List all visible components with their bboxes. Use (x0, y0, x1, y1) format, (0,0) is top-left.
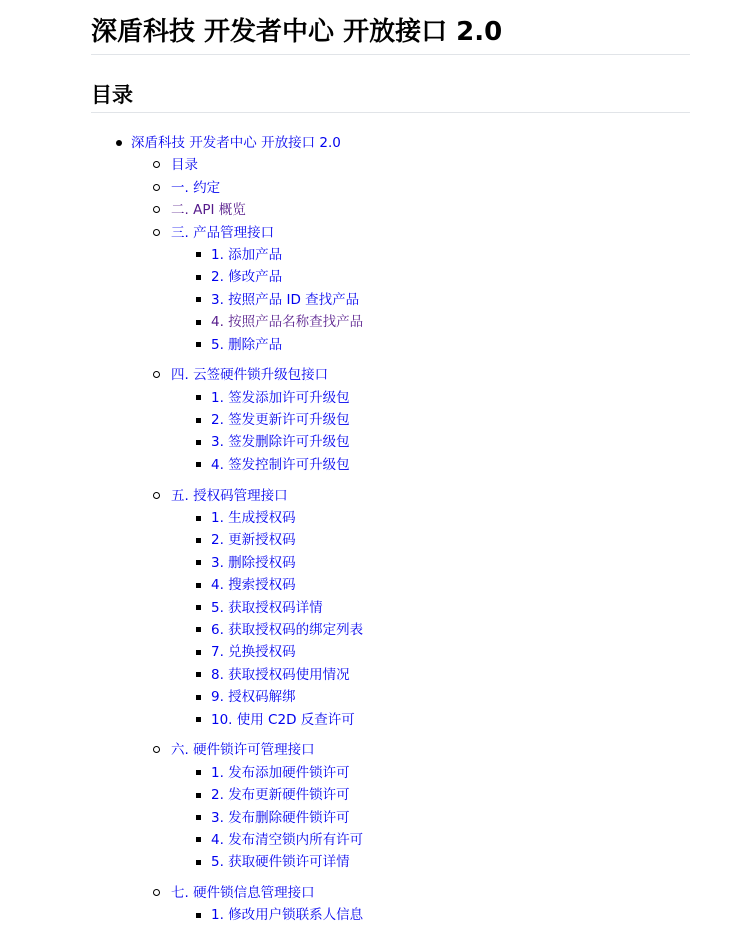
toc-subsection-item (171, 807, 690, 829)
toc-subsection-item (171, 762, 690, 784)
toc-subsection-item (171, 454, 690, 476)
toc-subsection-link[interactable]: 8. 获取授权码使用情况 (211, 666, 350, 683)
toc-subsection-item (171, 289, 690, 311)
toc-subsection-item (171, 709, 690, 731)
toc-subsection-link[interactable]: 4. 搜索授权码 (211, 577, 296, 594)
toc-section-link[interactable]: 七. 硬件锁信息管理接口 (171, 885, 315, 902)
toc-section-item (131, 154, 690, 176)
toc-subsection-list (171, 387, 690, 477)
toc-subsection-link[interactable]: 2. 签发更新许可升级包 (211, 412, 350, 429)
toc-subsection-item (171, 266, 690, 288)
toc-subsection-item (171, 311, 690, 333)
toc-subsection-link[interactable]: 4. 按照产品名称查找产品 (211, 314, 364, 331)
toc-subsection-item (171, 904, 690, 926)
toc-section-link[interactable]: 五. 授权码管理接口 (171, 487, 288, 504)
page-title: 深盾科技 开发者中心 开放接口 2.0 (91, 0, 690, 55)
toc-section-item (131, 882, 690, 927)
toc-subsection-item (171, 686, 690, 708)
toc-subsection-list (171, 507, 690, 731)
toc-subsection-item (171, 529, 690, 551)
table-of-contents (91, 132, 690, 927)
toc-subsection-link[interactable]: 2. 更新授权码 (211, 532, 296, 549)
toc-section-link[interactable]: 四. 云签硬件锁升级包接口 (171, 367, 329, 384)
toc-section-item (131, 364, 690, 476)
toc-subsection-link[interactable]: 5. 获取授权码详情 (211, 599, 323, 616)
toc-subsection-item (171, 334, 690, 356)
toc-subsection-item (171, 851, 690, 873)
toc-subsection-list (171, 762, 690, 874)
toc-section-link[interactable]: 三. 产品管理接口 (171, 224, 275, 241)
toc-subsection-item (171, 244, 690, 266)
toc-section-link[interactable]: 一. 约定 (171, 179, 221, 196)
toc-subsection-link[interactable]: 1. 修改用户锁联系人信息 (211, 907, 364, 924)
toc-root-link[interactable]: 深盾科技 开发者中心 开放接口 2.0 (131, 135, 341, 151)
toc-subsection-link[interactable]: 10. 使用 C2D 反查许可 (211, 711, 355, 728)
document-page (91, 0, 690, 935)
toc-subsection-link[interactable]: 4. 发布清空锁内所有许可 (211, 831, 364, 848)
toc-subsection-link[interactable]: 3. 签发删除许可升级包 (211, 434, 350, 451)
toc-section-link[interactable]: 目录 (171, 157, 198, 174)
toc-subsection-item (171, 552, 690, 574)
toc-section-item (131, 485, 690, 731)
toc-subsection-item (171, 574, 690, 596)
toc-subsection-list (171, 904, 690, 926)
toc-subsection-item (171, 829, 690, 851)
toc-subsection-item (171, 431, 690, 453)
toc-subsection-link[interactable]: 7. 兑换授权码 (211, 644, 296, 661)
toc-heading: 目录 (91, 80, 690, 113)
toc-subsection-link[interactable]: 3. 按照产品 ID 查找产品 (211, 291, 360, 308)
toc-subsection-link[interactable]: 1. 发布添加硬件锁许可 (211, 764, 350, 781)
toc-subsection-item (171, 641, 690, 663)
toc-subsection-item (171, 409, 690, 431)
toc-subsection-link[interactable]: 3. 删除授权码 (211, 554, 296, 571)
toc-subsection-link[interactable]: 3. 发布删除硬件锁许可 (211, 809, 350, 826)
toc-subsection-link[interactable]: 4. 签发控制许可升级包 (211, 456, 350, 473)
toc-subsection-link[interactable]: 9. 授权码解绑 (211, 689, 296, 706)
toc-subsection-list (171, 244, 690, 356)
toc-subsection-link[interactable]: 6. 获取授权码的绑定列表 (211, 621, 364, 638)
toc-section-item (131, 222, 690, 356)
toc-subsection-item (171, 784, 690, 806)
toc-subsection-link[interactable]: 1. 添加产品 (211, 246, 283, 263)
toc-subsection-link[interactable]: 5. 删除产品 (211, 336, 283, 353)
toc-subsection-link[interactable]: 5. 获取硬件锁许可详情 (211, 854, 350, 871)
toc-subsection-link[interactable]: 2. 发布更新硬件锁许可 (211, 787, 350, 804)
toc-subsection-link[interactable]: 2. 修改产品 (211, 269, 283, 286)
toc-section-item (131, 739, 690, 873)
toc-section-item (131, 177, 690, 199)
toc-sections (131, 154, 690, 926)
toc-subsection-item (171, 597, 690, 619)
toc-root-item (91, 132, 690, 927)
toc-section-link[interactable]: 六. 硬件锁许可管理接口 (171, 742, 315, 759)
toc-subsection-link[interactable]: 1. 生成授权码 (211, 510, 296, 527)
toc-section-link[interactable]: 二. API 概览 (171, 202, 246, 219)
toc-subsection-item (171, 387, 690, 409)
toc-subsection-link[interactable]: 1. 签发添加许可升级包 (211, 389, 350, 406)
toc-section-item (131, 199, 690, 221)
toc-subsection-item (171, 507, 690, 529)
toc-subsection-item (171, 664, 690, 686)
toc-subsection-item (171, 619, 690, 641)
